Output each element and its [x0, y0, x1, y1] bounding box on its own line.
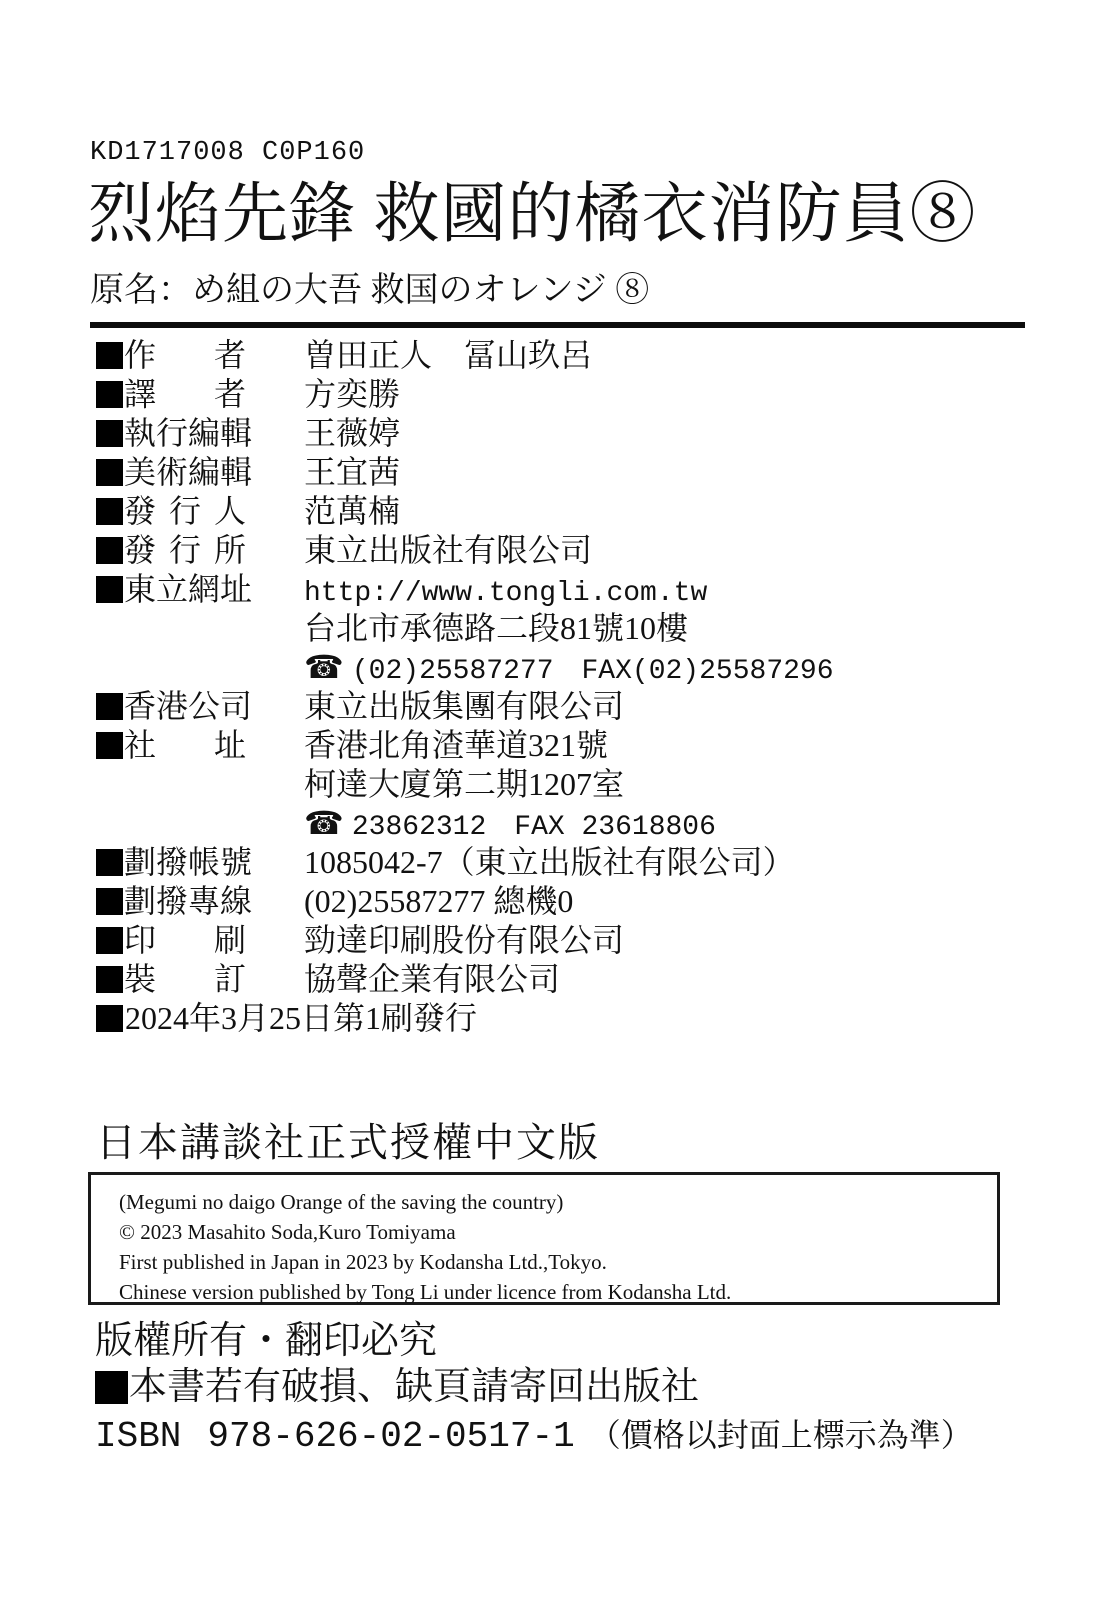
colophon-row: [96, 336, 1036, 375]
colophon-row-value-text: 東立出版社有限公司: [304, 532, 593, 568]
rights-statement: 版權所有・翻印必究: [95, 1320, 438, 1362]
bullet-square-icon: [96, 888, 123, 915]
price-note: （價格以封面上標示為準）: [588, 1417, 973, 1453]
copyright-box-line: Chinese version published by Tong Li under licence from Kodansha Ltd.: [119, 1280, 732, 1304]
colophon-row-label: 發行所: [124, 532, 246, 568]
colophon-row-value-text: 協聲企業有限公司: [304, 961, 561, 997]
copyright-box-line: First published in Japan in 2023 by Kodansha Ltd.,Tokyo.: [119, 1250, 607, 1274]
colophon-row-label: 社址: [124, 727, 246, 763]
colophon-row-label: 劃撥帳號: [124, 844, 253, 880]
colophon-row-label: 作者: [124, 337, 246, 373]
colophon-list: [96, 336, 1036, 1038]
colophon-row: [96, 453, 1036, 492]
colophon-row-value-text: 台北市承德路二段81號10樓: [304, 610, 689, 646]
colophon-row: [96, 375, 1036, 414]
product-code: KD1717008 C0P160: [90, 138, 366, 168]
damage-notice-line: [95, 1364, 699, 1410]
colophon-row-value-text: 1085042-7（東立出版社有限公司）: [304, 844, 795, 880]
colophon-row-value-text: 方奕勝: [304, 376, 401, 412]
colophon-row-value-text: 香港北角渣華道321號: [304, 727, 609, 763]
page-title: 烈焰先鋒 救國的橘衣消防員⑧: [88, 178, 977, 251]
colophon-row-label: 發行人: [124, 493, 246, 529]
horizontal-divider: [90, 322, 1025, 328]
colophon-row-value: [304, 882, 573, 921]
original-title: 原名：め組の大吾 救国のオレンジ ⑧: [90, 272, 650, 309]
colophon-row-value-text: (02)25587277 總機0: [304, 883, 574, 919]
isbn-line: [95, 1412, 973, 1465]
colophon-row-label: 東立網址: [124, 571, 253, 607]
colophon-row: [96, 414, 1036, 453]
bullet-square-icon: [95, 1371, 128, 1404]
colophon-row-value: [304, 492, 400, 531]
colophon-row-value: [304, 375, 400, 414]
bullet-square-icon: [96, 381, 123, 408]
colophon-row-label: 美術編輯: [124, 454, 253, 490]
bullet-square-icon: [96, 420, 123, 447]
colophon-row-value-text: 勁達印刷股份有限公司: [304, 922, 625, 958]
colophon-row-value: [304, 648, 834, 691]
colophon-row-value: [125, 999, 477, 1038]
colophon-row-value: [304, 765, 624, 804]
colophon-row-value-text: 曽田正人 冨山玖呂: [304, 337, 593, 373]
colophon-row: [96, 999, 1036, 1038]
bullet-square-icon: [96, 498, 123, 525]
colophon-row-label: 譯者: [124, 376, 246, 412]
isbn-number: 978-626-02-0517-1: [207, 1416, 575, 1457]
colophon-row: [96, 804, 1036, 843]
colophon-row-label: 香港公司: [124, 688, 253, 724]
colophon-row: [96, 882, 1036, 921]
colophon-row-label: 裝訂: [124, 961, 246, 997]
damage-notice-text: 本書若有破損、缺頁請寄回出版社: [129, 1366, 700, 1408]
license-heading: 日本講談社正式授權中文版: [96, 1120, 600, 1165]
colophon-row-value-text: 王宜茜: [304, 454, 401, 490]
colophon-row-value: [304, 960, 560, 999]
colophon-row-value-text: http://www.tongli.com.tw: [304, 578, 708, 609]
colophon-row-value-text: 23862312 FAX 23618806: [351, 812, 716, 843]
bullet-square-icon: [96, 732, 123, 759]
colophon-row-value: [304, 687, 624, 726]
isbn-label: ISBN: [95, 1416, 182, 1457]
bullet-square-icon: [96, 1005, 123, 1032]
colophon-row-value: [304, 570, 707, 613]
phone-icon: ☎: [304, 804, 344, 842]
colophon-row-value: [304, 804, 716, 847]
colophon-row-label: 劃撥專線: [124, 883, 253, 919]
colophon-row: [96, 648, 1036, 687]
colophon-row-label: 執行編輯: [124, 415, 253, 451]
colophon-row: [96, 570, 1036, 609]
colophon-row: [96, 687, 1036, 726]
colophon-row: [96, 921, 1036, 960]
colophon-row-value: [304, 843, 795, 882]
colophon-row-value-text: 東立出版集團有限公司: [304, 688, 625, 724]
bullet-square-icon: [96, 849, 123, 876]
colophon-row: [96, 609, 1036, 648]
bullet-square-icon: [96, 927, 123, 954]
colophon-row-value: [304, 609, 688, 648]
colophon-row-value: [304, 531, 592, 570]
colophon-row: [96, 765, 1036, 804]
colophon-row: [96, 960, 1036, 999]
copyright-notice-box: [88, 1172, 1000, 1305]
colophon-row-value-text: 王薇婷: [304, 415, 401, 451]
colophon-row-value-text: (02)25587277 FAX(02)25587296: [351, 656, 834, 687]
colophon-row-value-text: 范萬楠: [304, 493, 401, 529]
phone-icon: ☎: [304, 648, 344, 686]
bullet-square-icon: [96, 459, 123, 486]
colophon-row-value: [304, 336, 592, 375]
colophon-row: [96, 492, 1036, 531]
colophon-row-value: [304, 414, 400, 453]
bullet-square-icon: [96, 537, 123, 564]
colophon-row-value-text: 柯達大廈第二期1207室: [304, 766, 625, 802]
colophon-row: [96, 843, 1036, 882]
bullet-square-icon: [96, 693, 123, 720]
colophon-row-value-text: 2024年3月25日第1刷發行: [125, 1000, 478, 1036]
colophon-row-value: [304, 921, 624, 960]
bullet-square-icon: [96, 966, 123, 993]
colophon-row-value: [304, 726, 608, 765]
bullet-square-icon: [96, 576, 123, 603]
copyright-box-line: © 2023 Masahito Soda,Kuro Tomiyama: [119, 1220, 456, 1244]
colophon-row-label: 印刷: [124, 922, 246, 958]
bullet-square-icon: [96, 342, 123, 369]
colophon-row-value: [304, 453, 400, 492]
colophon-row: [96, 726, 1036, 765]
copyright-box-line: (Megumi no daigo Orange of the saving the country): [119, 1190, 564, 1214]
colophon-row: [96, 531, 1036, 570]
